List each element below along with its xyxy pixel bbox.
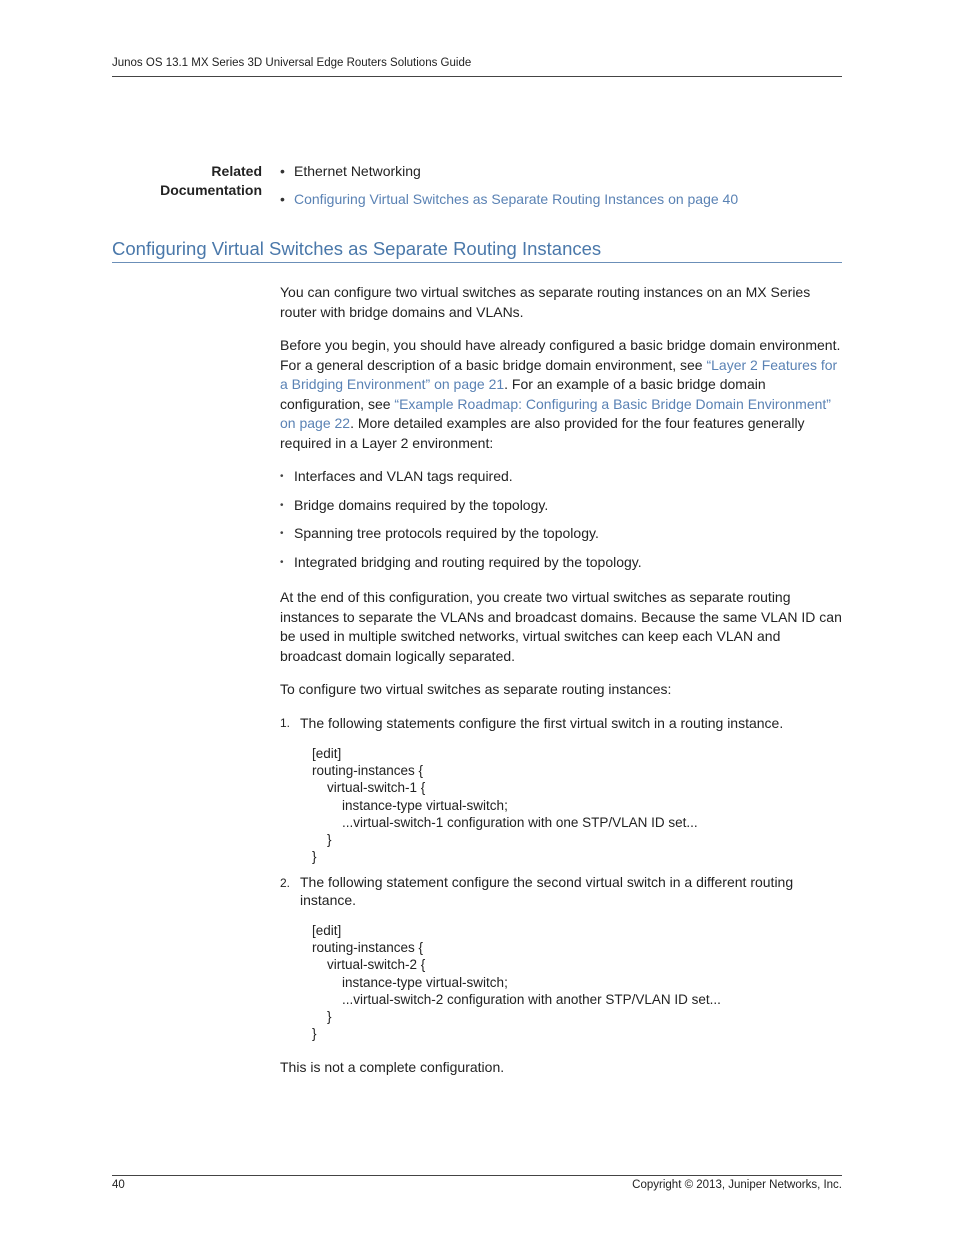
list-item: • Interfaces and VLAN tags required. — [280, 467, 513, 487]
related-link[interactable]: • Configuring Virtual Switches as Separate Routing Instances on page 40 — [280, 190, 738, 209]
procedure-intro: To configure two virtual switches as separate routing instances: — [280, 681, 672, 697]
step-number: 2. — [280, 876, 291, 890]
para2-text1: Before you begin, you should have already configured a basic bridge domain environment. For a general description of a basic bridge domain environment, see — [280, 337, 841, 373]
running-header: Junos OS 13.1 MX Series 3D Universal Edge Routers Solutions Guide — [112, 57, 472, 69]
page-number: 40 — [112, 1179, 125, 1191]
para2-text3: . More detailed examples are also provided for the four features generally required in a Layer 2 environment: — [280, 415, 805, 451]
code-block-1: [edit] routing-instances { virtual-switch-1 { instance-type virtual-switch; ...virtual-switch-1 configuration with one STP/VLAN ID set... } } — [312, 746, 698, 865]
step-number: 1. — [280, 716, 291, 730]
layer2-features-link[interactable]: “Layer 2 Features for a Bridging Environment” on page 21 — [280, 356, 838, 392]
copyright-notice: Copyright © 2013, Juniper Networks, Inc. — [632, 1179, 842, 1191]
closing-note: This is not a complete configuration. — [280, 1059, 505, 1075]
example-roadmap-link[interactable]: “Example Roadmap: Configuring a Basic Bridge Domain Environment” on page 22 — [280, 395, 831, 431]
step-text: The following statements configure the first virtual switch in a routing instance. — [300, 715, 784, 731]
section-divider — [112, 262, 842, 263]
list-item: • Spanning tree protocols required by the topology. — [280, 524, 599, 544]
section-heading: Configuring Virtual Switches as Separate Routing Instances — [112, 238, 602, 259]
para2-text2: . For an example of a basic bridge domain configuration, see — [280, 376, 766, 412]
list-item: • Integrated bridging and routing required by the topology. — [280, 553, 642, 573]
summary-paragraph: At the end of this configuration, you create two virtual switches as separate routing instances to separate the VLANs and broadcast domains. Because the same VLAN ID can be used in multiple switched networks, virtual switches can keep each VLAN and broadcast domain logically separated. — [280, 589, 842, 664]
related-documentation-label — [112, 162, 262, 200]
related-item: • Ethernet Networking — [280, 162, 738, 181]
related-label-line2: Documentation — [160, 182, 262, 198]
code-block-2: [edit] routing-instances { virtual-switch-2 { instance-type virtual-switch; ...virtual-switch-2 configuration with another STP/VLAN ID set... } } — [312, 923, 721, 1042]
header-divider — [112, 76, 842, 77]
related-label-line1: Related — [211, 163, 262, 179]
intro-paragraph: You can configure two virtual switches as separate routing instances on an MX Series router with bridge domains and VLANs. — [280, 284, 811, 320]
list-item: • Bridge domains required by the topology. — [280, 496, 548, 516]
step-text: The following statement configure the second virtual switch in a different routing instance. — [300, 874, 794, 908]
related-documentation-list — [280, 162, 738, 218]
section-body — [280, 283, 845, 1083]
prerequisite-paragraph — [280, 336, 845, 453]
footer-divider — [112, 1175, 842, 1176]
